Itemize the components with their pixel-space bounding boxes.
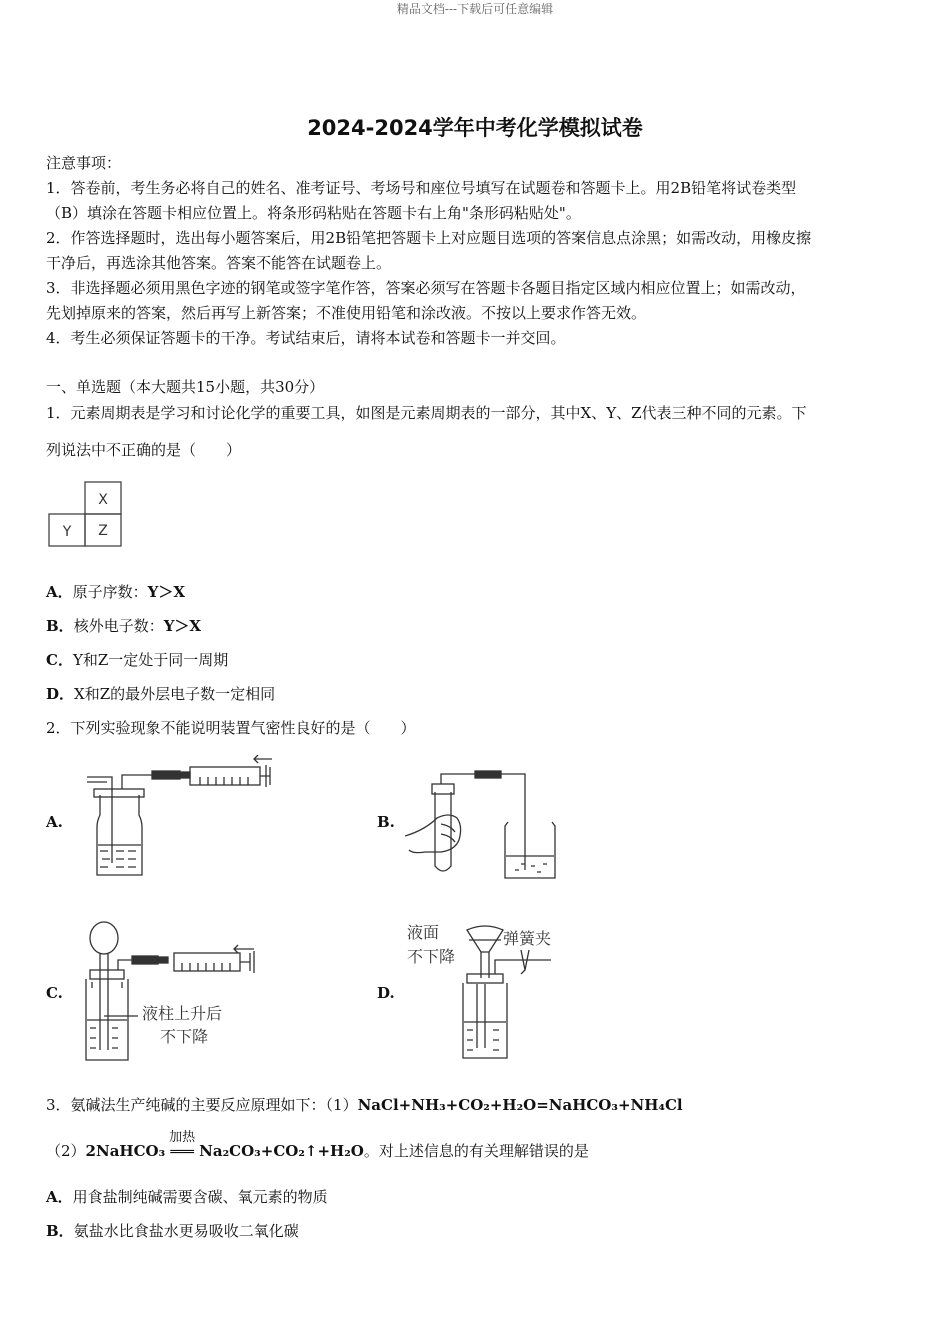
cell-z: Z bbox=[98, 523, 108, 539]
notice-line: 4．考生必须保证答题卡的干净。考试结束后，请将本试卷和答题卡一并交回。 bbox=[46, 329, 566, 347]
periodic-table-fragment bbox=[48, 478, 128, 548]
q3-stem: 3．氨碱法生产纯碱的主要反应原理如下：（1）NaCl+NH₃+CO₂+H₂O=NaHCO₃+NH₄Cl bbox=[46, 1096, 683, 1114]
section-heading: 一、单选题（本大题共15小题，共30分） bbox=[46, 378, 325, 396]
q2-label-b[interactable]: B. bbox=[377, 813, 395, 831]
apparatus-b bbox=[405, 770, 565, 882]
q1-option-b[interactable]: B．核外电子数：Y＞X bbox=[46, 617, 202, 635]
q3-eq2-left: 2NaHCO₃ bbox=[85, 1142, 166, 1160]
q1-option-a[interactable]: A．原子序数：Y＞X bbox=[46, 583, 186, 601]
q3-option-a[interactable]: A．用食盐制纯碱需要含碳、氧元素的物质 bbox=[46, 1188, 328, 1206]
q1-stem: 1．元素周期表是学习和讨论化学的重要工具，如图是元素周期表的一部分，其中X、Y、Z代表三种不同的元素。下 bbox=[46, 404, 807, 422]
q3-equation-1: NaCl+NH₃+CO₂+H₂O=NaHCO₃+NH₄Cl bbox=[357, 1096, 683, 1114]
cell-y: Y bbox=[62, 524, 72, 540]
apparatus-c bbox=[78, 920, 318, 1070]
notice-line: （B）填涂在答题卡相应位置上。将条形码粘贴在答题卡右上角"条形码粘贴处"。 bbox=[46, 204, 581, 222]
q1-option-c[interactable]: C．Y和Z一定处于同一周期 bbox=[46, 651, 229, 669]
apparatus-a bbox=[82, 755, 282, 885]
d-annotation-1: 液面 bbox=[407, 923, 440, 942]
q3-stem-line2: （2）2NaHCO₃ 加热 ═══ Na₂CO₃+CO₂↑+H₂O。对上述信息的有关理解错误的是 bbox=[46, 1130, 589, 1160]
q2-stem: 2．下列实验现象不能说明装置气密性良好的是（ ） bbox=[46, 719, 416, 737]
notice-line: 先划掉原来的答案，然后再写上新答案；不准使用铅笔和涂改液。不按以上要求作答无效。 bbox=[46, 304, 647, 322]
d-annotation-3: 弹簧夹 bbox=[503, 929, 552, 948]
d-annotation-2: 不下降 bbox=[407, 947, 456, 966]
page-title: 2024-2024学年中考化学模拟试卷 bbox=[307, 116, 643, 140]
q1-stem-cont: 列说法中不正确的是（ ） bbox=[46, 441, 242, 459]
c-annotation-2: 不下降 bbox=[160, 1027, 209, 1046]
q2-label-d[interactable]: D. bbox=[377, 984, 395, 1002]
cell-x: X bbox=[98, 492, 108, 508]
notice-line: 2．作答选择题时，选出每小题答案后，用2B铅笔把答题卡上对应题目选项的答案信息点涂黑；如需改动，用橡皮擦 bbox=[46, 229, 812, 247]
notice-line: 干净后，再选涂其他答案。答案不能答在试题卷上。 bbox=[46, 254, 392, 272]
q2-label-a[interactable]: A. bbox=[46, 813, 63, 831]
header-note: 精品文档---下载后可任意编辑 bbox=[396, 2, 554, 16]
q1-option-d[interactable]: D．X和Z的最外层电子数一定相同 bbox=[46, 685, 276, 703]
c-annotation-1: 液柱上升后 bbox=[142, 1004, 223, 1023]
notice-line: 3．非选择题必须用黑色字迹的钢笔或签字笔作答，答案必须写在答题卡各题目指定区域内相应位置上；如需改动， bbox=[46, 279, 806, 297]
notice-heading: 注意事项： bbox=[46, 154, 122, 172]
q3-eq2-right: Na₂CO₃+CO₂↑+H₂O bbox=[199, 1142, 364, 1160]
q3-option-b[interactable]: B．氨盐水比食盐水更易吸收二氧化碳 bbox=[46, 1222, 299, 1240]
notice-line: 1．答卷前，考生务必将自己的姓名、准考证号、考场号和座位号填写在试题卷和答题卡上。用2B铅笔将试卷类型 bbox=[46, 179, 797, 197]
heat-condition: 加热 ═══ bbox=[169, 1130, 196, 1160]
q2-label-c[interactable]: C. bbox=[46, 984, 63, 1002]
